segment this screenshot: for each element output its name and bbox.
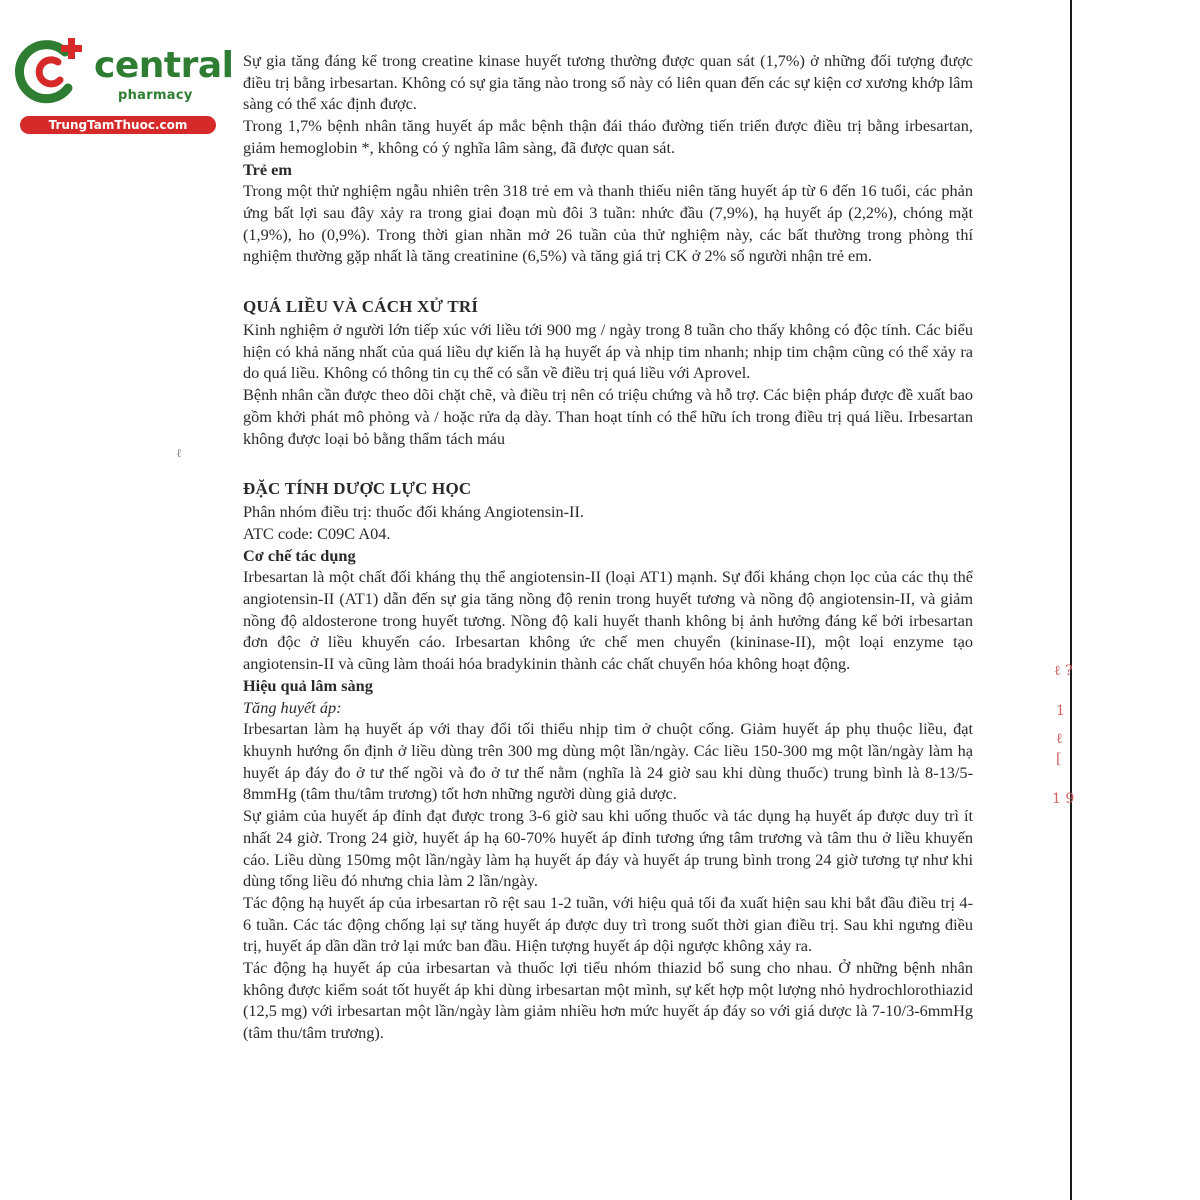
section-spacer bbox=[243, 267, 973, 295]
pharmacy-cross-logo-icon bbox=[10, 36, 90, 108]
section-subheading-mechanism: Cơ chế tác dụng bbox=[243, 545, 356, 565]
margin-mark: 1 9 bbox=[1052, 791, 1075, 807]
paragraph: Kinh nghiệm ở người lớn tiếp xúc với liều tới 900 mg / ngày trong 8 tuần cho thấy không có độc tính. Các biểu hiện có khả năng nhất của quá liều dự kiến là hạ huyết áp và nhịp tim nhanh; nhịp tim chậm cũng có thể xảy ra do quá liều. Không có thông tin cụ thể có sẵn về điều trị quá liều với Aprovel. bbox=[243, 320, 973, 383]
paragraph: Trong một thử nghiệm ngẫu nhiên trên 318 trẻ em và thanh thiếu niên tăng huyết áp từ 6 đến 16 tuổi, các phản ứng bất lợi sau đây xảy ra trong giai đoạn mù đôi 3 tuần: nhức đầu (7,9%), hạ huyết áp (2,2%), chóng mặt (1,9%), ho (0,9%). Trong thời gian nhãn mở 26 tuần của thử nghiệm này, các bất thường trong phòng thí nghiệm thường gặp nhất là tăng creatinine (6,5%) và tăng giá trị CK ở 2% số người nhận trẻ em. bbox=[243, 181, 973, 266]
margin-mark: ℓ ? bbox=[1054, 663, 1073, 679]
margin-mark: 1 bbox=[1056, 703, 1065, 719]
paragraph: Trong 1,7% bệnh nhân tăng huyết áp mắc bệnh thận đái tháo đường tiến triển được điều trị bằng irbesartan, giảm hemoglobin *, không có ý nghĩa lâm sàng, đã được quan sát. bbox=[243, 116, 973, 157]
section-heading-overdose: QUÁ LIỀU VÀ CÁCH XỬ TRÍ bbox=[243, 297, 479, 317]
brand-name: central bbox=[94, 45, 234, 86]
paragraph: Phân nhóm điều trị: thuốc đối kháng Angiotensin-II. bbox=[243, 502, 584, 522]
central-pharmacy-logo[interactable] bbox=[10, 36, 234, 136]
section-heading-pharmacodynamics: ĐẶC TÍNH DƯỢC LỰC HỌC bbox=[243, 479, 472, 499]
document-body bbox=[243, 50, 973, 1044]
section-spacer bbox=[243, 449, 973, 477]
section-subheading-hypertension: Tăng huyết áp: bbox=[243, 697, 342, 717]
stray-mark: ℓ bbox=[176, 446, 182, 460]
paragraph: Tác động hạ huyết áp của irbesartan và thuốc lợi tiểu nhóm thiazid bổ sung cho nhau. Ở những bệnh nhân không được kiểm soát tốt huyết áp khi dùng irbesartan một mình, sự kết hợp một lượng nhỏ hydrochlorothiazid (12,5 mg) với irbesartan một lần/ngày làm giảm nhiều hơn mức huyết áp đáy so với giá dược là 7-10/3-6mmHg (tâm thu/tâm trương). bbox=[243, 958, 973, 1043]
page-edge-line bbox=[1070, 0, 1072, 1200]
section-subheading-children: Trẻ em bbox=[243, 159, 292, 179]
paragraph: Sự gia tăng đáng kể trong creatine kinase huyết tương thường được quan sát (1,7%) ở những đối tượng được điều trị bằng irbesartan. Không có sự gia tăng nào trong số này có liên quan đến các sự kiện cơ xương khớp lâm sàng có thể xác định được. bbox=[243, 51, 973, 114]
brand-subtitle: pharmacy bbox=[118, 88, 193, 103]
paragraph: ATC code: C09C A04. bbox=[243, 523, 391, 543]
paragraph: Irbesartan làm hạ huyết áp với thay đổi tối thiểu nhịp tim ở chuột cống. Giảm huyết áp phụ thuộc liều, đạt khuynh hướng ổn định ở liều dùng trên 300 mg dùng một lần/ngày. Các liều 150-300 mg một lần/ngày làm hạ huyết áp đáy đo ở tư thế ngồi và đo ở tư thế nằm (nghĩa là 24 giờ sau khi dùng thuốc) trung bình là 8-13/5-8mmHg (tâm thu/tâm trương) tốt hơn những người dùng giả dược. bbox=[243, 719, 973, 804]
brand-website-badge[interactable]: TrungTamThuoc.com bbox=[20, 116, 216, 134]
margin-mark: ℓ bbox=[1056, 731, 1063, 747]
paragraph: Bệnh nhân cần được theo dõi chặt chẽ, và điều trị nên có triệu chứng và hỗ trợ. Các biện pháp được đề xuất bao gồm khởi phát mô phỏng và / hoặc rửa dạ dày. Than hoạt tính có thể hữu ích trong điều trị quá liều. Irbesartan không được loại bỏ bằng thẩm tách máu bbox=[243, 385, 973, 448]
paragraph: Tác động hạ huyết áp của irbesartan rõ rệt sau 1-2 tuần, với hiệu quả tối đa xuất hiện sau khi bắt đầu điều trị 4-6 tuần. Các tác động chống lại sự tăng huyết áp được duy trì trong suốt thời gian điều trị. Sau khi ngưng điều trị, huyết áp dần dần trở lại mức ban đầu. Hiện tượng huyết áp dội ngược không xảy ra. bbox=[243, 892, 973, 956]
paragraph: Sự giảm của huyết áp đỉnh đạt được trong 3-6 giờ sau khi uống thuốc và tác dụng hạ huyết áp được duy trì ít nhất 24 giờ. Trong 24 giờ, huyết áp hạ 60-70% huyết áp đỉnh tương ứng tâm trương và tâm thu ở liều khuyến cáo. Liều dùng 150mg một lần/ngày làm hạ huyết áp đáy và huyết áp trung bình trong 24 giờ tương tự như khi dùng tổng liều đó nhưng chia làm 2 lần/ngày. bbox=[243, 806, 973, 891]
paragraph: Irbesartan là một chất đối kháng thụ thể angiotensin-II (loại AT1) mạnh. Sự đối kháng chọn lọc của các thụ thể angiotensin-II (AT1) dẫn đến sự gia tăng nồng độ renin trong huyết tương và nồng độ angiotensin-II, và giảm nồng độ aldosterone trong huyết tương. Nồng độ kali huyết thanh không bị ảnh hưởng đáng kể bởi irbesartan đơn độc ở liều khuyến cáo. Irbesartan không ức chế men chuyển (kininase-II), một loại enzyme tạo angiotensin-II và cũng làm thoái hóa bradykinin thành các chất chuyển hóa không hoạt động. bbox=[243, 567, 973, 674]
section-subheading-efficacy: Hiệu quả lâm sàng bbox=[243, 675, 373, 695]
margin-mark: [ bbox=[1056, 751, 1062, 767]
